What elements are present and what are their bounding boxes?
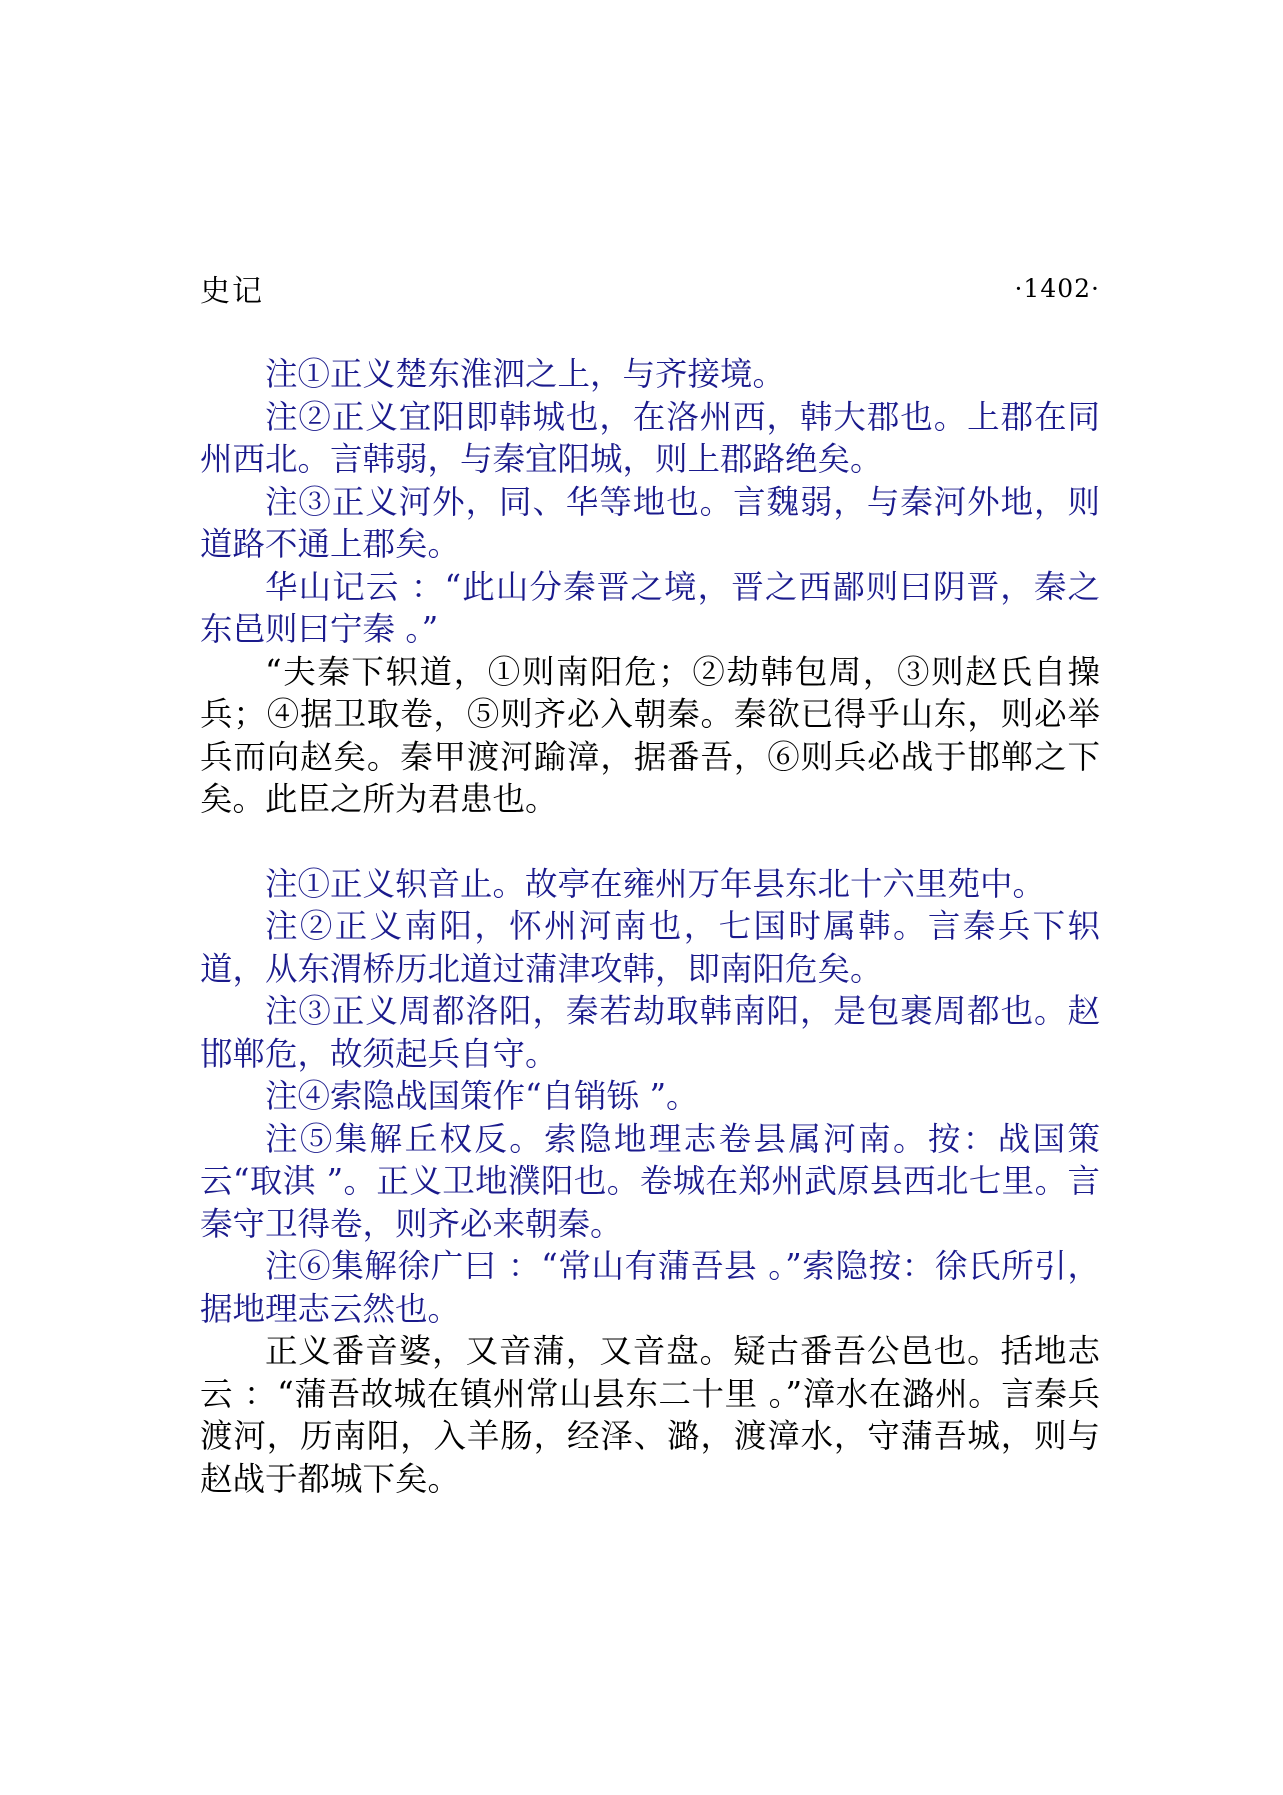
book-title: 史记 [200, 274, 264, 309]
annotation-paragraph: 注①正义轵音止。故亭在雍州万年县东北十六里苑中。 [265, 864, 1046, 903]
annotation-paragraph: 注④索隐战国策作“自销铄 ”。 [265, 1077, 699, 1115]
page-header [200, 268, 1100, 308]
annotation-paragraph: 注②正义宜阳即韩城也，在洛州西，韩大郡也。上郡在同州西北。言韩弱，与秦宜阳城，则上郡路绝矣。 [200, 397, 1100, 478]
annotation-paragraph: 注⑥集解徐广曰 ：“常山有蒲吾县 。”索隐按：徐氏所引，据地理志云然也。 [200, 1247, 1100, 1328]
page-number: ·1402· [1014, 273, 1100, 303]
annotation-paragraph: 注③正义河外，同、华等地也。言魏弱，与秦河外地，则道路不通上郡矣。 [200, 482, 1100, 563]
annotation-paragraph: 注②正义南阳，怀州河南也，七国时属韩。言秦兵下轵道，从东渭桥历北道过蒲津攻韩，即南阳危矣。 [200, 907, 1100, 988]
annotation-paragraph: 华山记云 ：“此山分秦晋之境，晋之西鄙则曰阴晋，秦之东邑则曰宁秦 。” [200, 567, 1100, 648]
main-text-paragraph: “夫秦下轵道，①则南阳危；②劫韩包周，③则赵氏自操兵；④据卫取卷，⑤则齐必入朝秦。秦欲已得乎山东，则必举兵而向赵矣。秦甲渡河踰漳，据番吾，⑥则兵必战于邯郸之下矣。此臣之所为君患也。 [200, 652, 1100, 818]
main-text-paragraph: 正义番音婆，又音蒲，又音盘。疑古番吾公邑也。括地志云 ：“蒲吾故城在镇州常山县东二十里 。”漳水在潞州。言秦兵渡河，历南阳，入羊肠，经泽、潞，渡漳水，守蒲吾城，则与赵战于都城下矣。 [200, 1332, 1100, 1498]
annotation-paragraph: 注⑤集解丘权反。索隐地理志卷县属河南。按：战国策云“取淇 ”。正义卫地濮阳也。卷城在郑州武原县西北七里。言秦守卫得卷，则齐必来朝秦。 [200, 1119, 1100, 1243]
page-body [200, 353, 1100, 1500]
paragraph-gap [200, 821, 1100, 863]
annotation-paragraph: 注①正义楚东淮泗之上，与齐接境。 [265, 355, 786, 393]
annotation-paragraph: 注③正义周都洛阳，秦若劫取韩南阳，是包裹周都也。赵邯郸危，故须起兵自守。 [200, 992, 1100, 1073]
